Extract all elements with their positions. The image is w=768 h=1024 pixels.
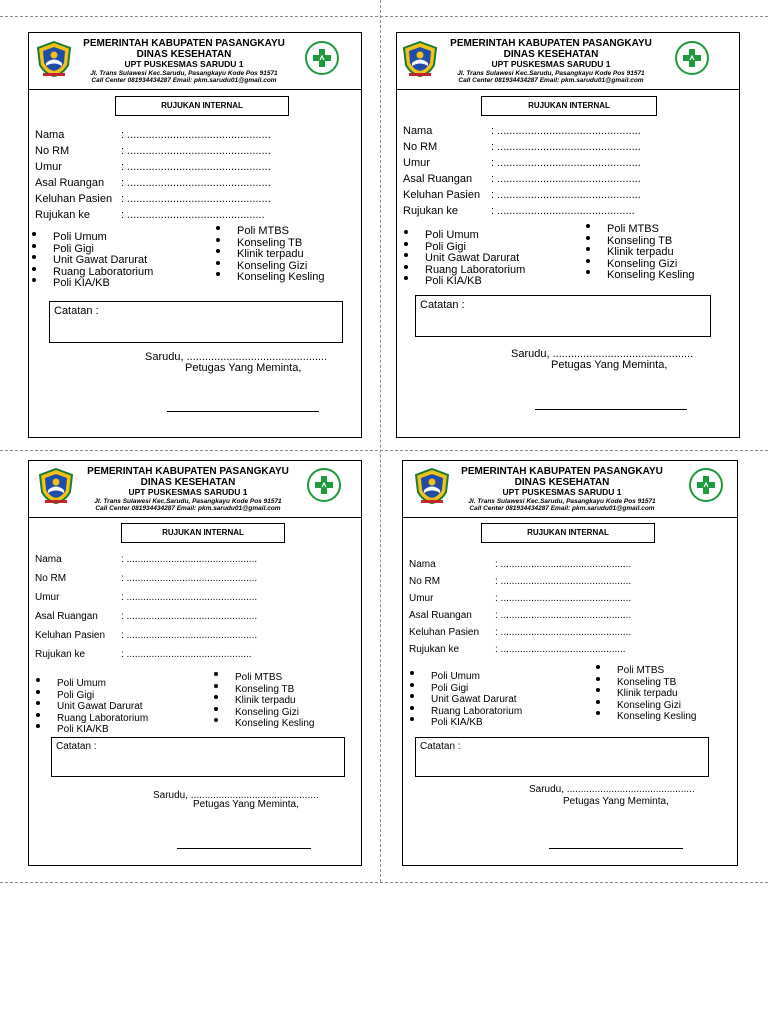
service-option[interactable]: Poli KIA/KB	[53, 278, 153, 290]
service-option[interactable]: Ruang Laboratorium	[53, 265, 154, 278]
patient-fields	[35, 554, 355, 668]
field-value-line[interactable]: : ...............................................	[495, 627, 632, 638]
signature-line[interactable]	[549, 848, 683, 849]
field-label: No RM	[409, 576, 441, 587]
service-option[interactable]: Poli Gigi	[425, 242, 525, 254]
requester-label: Petugas Yang Meminta,	[185, 362, 302, 374]
field-row	[35, 193, 355, 209]
signature-line[interactable]	[177, 848, 311, 849]
form-title: RUJUKAN INTERNAL	[121, 523, 285, 543]
service-option[interactable]: Klinik terpadu	[617, 688, 697, 700]
field-label: Rujukan ke	[403, 205, 459, 217]
field-row	[409, 559, 731, 576]
regency-emblem-icon	[39, 468, 73, 504]
unit-name: UPT PUSKESMAS SARUDU 1	[502, 487, 622, 498]
cut-line-middle	[0, 450, 768, 451]
address-line: Jl. Trans Sulawesi Kec.Sarudu, Pasangkayu Kode Pos 91571	[457, 69, 645, 77]
field-value-line[interactable]: : ...............................................	[121, 630, 258, 641]
letterhead	[29, 33, 361, 90]
letterhead	[403, 461, 737, 518]
referral-form	[28, 32, 362, 438]
service-option[interactable]: Konseling Kesling	[617, 711, 697, 722]
field-label: Umur	[35, 161, 62, 173]
notes-box[interactable]	[49, 301, 343, 343]
requester-label: Petugas Yang Meminta,	[563, 796, 669, 807]
field-row	[403, 189, 733, 205]
field-value-line[interactable]: : ...............................................	[491, 173, 641, 185]
field-value-line[interactable]: : .............................................	[495, 644, 626, 655]
service-option[interactable]: Konseling Kesling	[607, 269, 695, 281]
field-value-line[interactable]: : ...............................................	[121, 129, 271, 141]
field-value-line[interactable]: : .............................................	[121, 209, 265, 221]
field-label: Nama	[409, 559, 436, 570]
service-option[interactable]: Poli MTBS	[235, 672, 315, 684]
contact-line: Call Center 081934434287 Email: pkm.sarudu01@gmail.com	[91, 77, 277, 85]
service-option[interactable]: Ruang Laboratorium	[57, 712, 149, 724]
green-cross-icon	[675, 41, 709, 75]
cut-line-vertical	[380, 0, 381, 882]
regency-emblem-icon	[415, 468, 449, 504]
field-row	[403, 141, 733, 157]
letterhead	[29, 461, 361, 518]
service-option[interactable]: Konseling TB	[607, 236, 694, 248]
letterhead-text	[437, 38, 665, 84]
field-row	[35, 592, 355, 611]
service-option[interactable]: Poli KIA/KB	[57, 724, 148, 736]
cut-line-top	[0, 16, 768, 17]
agency-name: PEMERINTAH KABUPATEN PASANGKAYU	[87, 466, 289, 477]
field-label: Umur	[409, 593, 434, 604]
field-label: Keluhan Pasien	[409, 627, 480, 638]
service-option[interactable]: Poli MTBS	[617, 665, 697, 677]
field-label: Rujukan ke	[35, 649, 86, 660]
field-label: Rujukan ke	[35, 209, 91, 221]
service-option[interactable]: Ruang Laboratorium	[431, 705, 523, 717]
service-option[interactable]: Konseling TB	[617, 677, 697, 689]
service-option[interactable]: Konseling TB	[237, 238, 324, 250]
regency-emblem-icon	[403, 41, 437, 77]
green-cross-icon	[305, 41, 339, 75]
service-option[interactable]: Unit Gawat Darurat	[425, 253, 525, 265]
notes-label: Catatan :	[420, 741, 461, 752]
field-label: Umur	[403, 157, 430, 169]
service-option[interactable]: Klinik terpadu	[607, 247, 694, 259]
address-line: Jl. Trans Sulawesi Kec.Sarudu, Pasangkayu Kode Pos 91571	[90, 69, 278, 77]
field-value-line[interactable]: : ...............................................	[121, 145, 271, 157]
field-row	[35, 630, 355, 649]
service-option[interactable]: Ruang Laboratorium	[425, 263, 526, 276]
unit-name: UPT PUSKESMAS SARUDU 1	[491, 59, 611, 70]
agency-name: PEMERINTAH KABUPATEN PASANGKAYU	[83, 38, 285, 49]
field-label: Asal Ruangan	[35, 611, 98, 622]
place-date-line: Sarudu, ..............................................	[511, 348, 694, 360]
field-value-line[interactable]: : ...............................................	[495, 593, 632, 604]
address-line: Jl. Trans Sulawesi Kec.Sarudu, Pasangkayu Kode Pos 91571	[94, 497, 282, 505]
service-option[interactable]: Poli Gigi	[57, 690, 148, 702]
notes-box[interactable]	[415, 737, 709, 777]
field-row	[409, 593, 731, 610]
service-option[interactable]: Poli KIA/KB	[425, 276, 525, 288]
place-date-line: Sarudu, ..............................................	[145, 351, 328, 363]
service-option[interactable]: Unit Gawat Darurat	[57, 701, 148, 713]
service-option[interactable]: Konseling Gizi	[607, 259, 694, 271]
notes-label: Catatan :	[54, 305, 99, 317]
field-row	[403, 173, 733, 189]
service-option[interactable]: Poli MTBS	[607, 224, 694, 236]
letterhead-text	[449, 466, 675, 512]
field-row	[35, 209, 355, 225]
field-label: Rujukan ke	[409, 644, 460, 655]
field-value-line[interactable]: : ...............................................	[121, 592, 258, 603]
service-option[interactable]: Konseling Gizi	[237, 261, 324, 273]
service-option[interactable]: Poli Umum	[425, 230, 525, 242]
department-name: DINAS KESEHATAN	[503, 49, 599, 61]
service-option[interactable]: Konseling Gizi	[235, 707, 315, 719]
address-line: Jl. Trans Sulawesi Kec.Sarudu, Pasangkayu Kode Pos 91571	[468, 497, 656, 505]
field-label: Nama	[35, 554, 62, 565]
field-value-line[interactable]: : ...............................................	[121, 611, 258, 622]
notes-label: Catatan :	[420, 299, 465, 311]
service-list-left	[431, 671, 522, 729]
requester-label: Petugas Yang Meminta,	[193, 799, 299, 810]
field-row	[409, 576, 731, 593]
referral-form	[28, 460, 362, 866]
field-row	[35, 573, 355, 592]
patient-fields	[409, 559, 731, 661]
field-label: No RM	[35, 145, 70, 157]
cut-line-bottom	[0, 882, 768, 883]
field-label: No RM	[403, 141, 438, 153]
contact-line: Call Center 081934434287 Email: pkm.sarudu01@gmail.com	[95, 505, 281, 513]
field-value-line[interactable]: : ...............................................	[491, 141, 641, 153]
letterhead-text	[75, 466, 301, 512]
agency-name: PEMERINTAH KABUPATEN PASANGKAYU	[450, 38, 652, 49]
service-option[interactable]: Poli KIA/KB	[431, 717, 522, 729]
letterhead-text	[69, 38, 299, 84]
field-label: Nama	[35, 129, 65, 141]
field-row	[35, 177, 355, 193]
field-label: Asal Ruangan	[409, 610, 472, 621]
contact-line: Call Center 081934434287 Email: pkm.sarudu01@gmail.com	[458, 77, 644, 85]
field-value-line[interactable]: : ...............................................	[491, 125, 641, 137]
service-option[interactable]: Konseling Kesling	[237, 271, 325, 283]
field-value-line[interactable]: : .............................................	[491, 205, 635, 217]
service-option[interactable]: Klinik terpadu	[235, 695, 315, 707]
form-title: RUJUKAN INTERNAL	[481, 96, 657, 116]
service-option[interactable]: Poli Gigi	[431, 683, 522, 695]
field-label: Keluhan Pasien	[35, 630, 106, 641]
regency-emblem-icon	[37, 41, 71, 77]
patient-fields	[35, 129, 355, 225]
place-date-line: Sarudu, ..............................................	[529, 784, 695, 795]
field-row	[35, 161, 355, 177]
field-row	[403, 125, 733, 141]
field-label: No RM	[35, 573, 67, 584]
field-value-line[interactable]: : ...............................................	[491, 157, 641, 169]
field-label: Nama	[403, 125, 433, 137]
field-label: Asal Ruangan	[403, 173, 473, 185]
signature-line[interactable]	[535, 409, 687, 410]
service-option[interactable]: Unit Gawat Darurat	[53, 255, 153, 267]
service-option[interactable]: Konseling TB	[235, 684, 315, 696]
field-row	[35, 129, 355, 145]
service-list-left	[53, 232, 153, 290]
field-value-line[interactable]: : ...............................................	[495, 610, 632, 621]
field-value-line[interactable]: : ...............................................	[491, 189, 641, 201]
field-value-line[interactable]: : ...............................................	[495, 559, 632, 570]
service-list-right	[607, 224, 694, 282]
form-title: RUJUKAN INTERNAL	[115, 96, 289, 116]
field-row	[409, 610, 731, 627]
field-label: Keluhan Pasien	[35, 193, 113, 205]
service-list-right	[617, 665, 697, 723]
service-option[interactable]: Konseling Kesling	[235, 718, 315, 729]
service-option[interactable]: Poli Gigi	[53, 244, 153, 256]
department-name: DINAS KESEHATAN	[140, 477, 236, 489]
service-option[interactable]: Unit Gawat Darurat	[431, 694, 522, 706]
requester-label: Petugas Yang Meminta,	[551, 359, 668, 371]
field-value-line[interactable]: : ...............................................	[121, 573, 258, 584]
patient-fields	[403, 125, 733, 221]
field-label: Asal Ruangan	[35, 177, 105, 189]
field-value-line[interactable]: : ...............................................	[121, 554, 258, 565]
notes-box[interactable]	[51, 737, 345, 777]
field-row	[409, 627, 731, 644]
service-option[interactable]: Poli Umum	[57, 678, 148, 690]
service-list-left	[425, 230, 525, 288]
field-label: Keluhan Pasien	[403, 189, 481, 201]
field-value-line[interactable]: : .............................................	[121, 649, 252, 660]
service-list-right	[235, 672, 315, 730]
department-name: DINAS KESEHATAN	[514, 477, 610, 489]
notes-box[interactable]	[415, 295, 711, 337]
field-value-line[interactable]: : ...............................................	[121, 161, 271, 173]
agency-name: PEMERINTAH KABUPATEN PASANGKAYU	[461, 466, 663, 477]
notes-label: Catatan :	[56, 741, 97, 752]
referral-form	[396, 32, 740, 438]
signature-line[interactable]	[167, 411, 319, 412]
field-value-line[interactable]: : ...............................................	[121, 177, 271, 189]
service-option[interactable]: Poli Umum	[431, 671, 522, 683]
referral-form	[402, 460, 738, 866]
service-option[interactable]: Klinik terpadu	[237, 249, 324, 261]
field-row	[409, 644, 731, 661]
service-option[interactable]: Konseling Gizi	[617, 700, 697, 712]
place-date-line: Sarudu, ..............................................	[153, 790, 319, 801]
green-cross-icon	[689, 468, 723, 502]
service-option[interactable]: Poli Umum	[53, 232, 153, 244]
green-cross-icon	[307, 468, 341, 502]
letterhead	[397, 33, 739, 90]
service-option[interactable]: Poli MTBS	[237, 226, 324, 238]
field-row	[35, 611, 355, 630]
field-row	[403, 205, 733, 221]
unit-name: UPT PUSKESMAS SARUDU 1	[128, 487, 248, 498]
field-row	[35, 554, 355, 573]
unit-name: UPT PUSKESMAS SARUDU 1	[124, 59, 244, 70]
field-row	[35, 649, 355, 668]
service-list-right	[237, 226, 324, 284]
field-label: Umur	[35, 592, 60, 603]
field-row	[35, 145, 355, 161]
form-title: RUJUKAN INTERNAL	[481, 523, 655, 543]
field-value-line[interactable]: : ...............................................	[495, 576, 632, 587]
department-name: DINAS KESEHATAN	[136, 49, 232, 61]
field-value-line[interactable]: : ...............................................	[121, 193, 271, 205]
service-list-left	[57, 678, 148, 736]
field-row	[403, 157, 733, 173]
contact-line: Call Center 081934434287 Email: pkm.sarudu01@gmail.com	[469, 505, 655, 513]
